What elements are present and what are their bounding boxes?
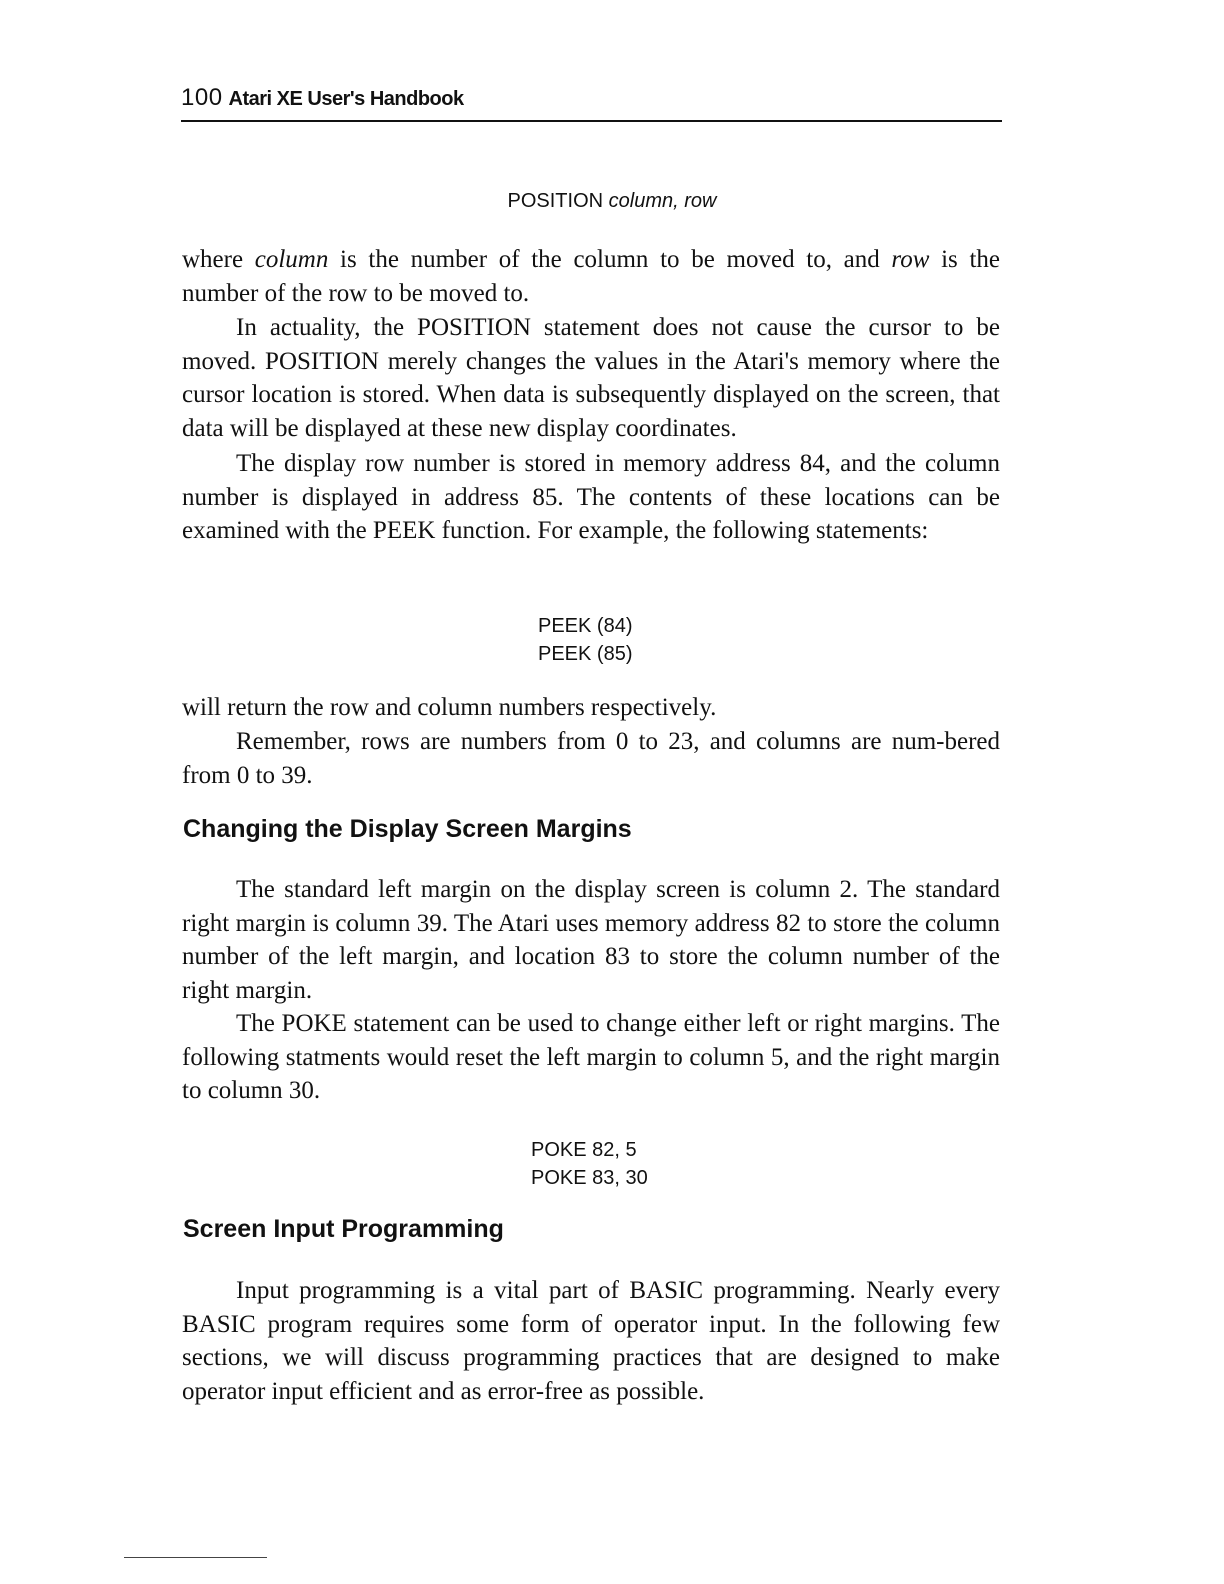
syntax-line xyxy=(0,190,1224,213)
code-line: POKE 83, 30 xyxy=(531,1167,648,1189)
book-title: Atari XE User's Handbook xyxy=(228,88,464,110)
text-run: is the number of the column to be moved to, and xyxy=(328,246,892,273)
syntax-keyword: POSITION xyxy=(507,190,604,212)
text-run: is the number of the row to be moved to. xyxy=(182,246,1000,307)
paragraph-rows-columns: Remember, rows are numbers from 0 to 23, and columns are num-bered from 0 to 39. xyxy=(182,728,1000,789)
footer-rule xyxy=(124,1557,267,1558)
paragraph-position-definition xyxy=(182,243,1000,310)
paragraph-input-programming: Input programming is a vital part of BASIC programming. Nearly every BASIC program requires some form of operator input. In the following few sections, we will discuss programming practices that are designed to make operator input efficient and as error-free as possible. xyxy=(182,1277,1000,1405)
section-heading-margins: Changing the Display Screen Margins xyxy=(183,815,632,843)
italic-term-column: column xyxy=(254,246,329,273)
page-number: 100 xyxy=(181,84,223,111)
paragraph-memory-addresses: The display row number is stored in memory address 84, and the column number is displayed in address 85. The contents of these locations can be examined with the PEEK function. For example, the following statements: xyxy=(182,450,1000,545)
paragraph-peek-result: will return the row and column numbers respectively. xyxy=(182,694,717,721)
code-line: PEEK (84) xyxy=(538,615,633,637)
section-heading-input: Screen Input Programming xyxy=(183,1215,504,1243)
code-block-peek xyxy=(538,612,632,668)
code-line: PEEK (85) xyxy=(538,643,633,665)
paragraph-position-explanation: In actuality, the POSITION statement does not cause the cursor to be moved. POSITION merely changes the values in the Atari's memory where the cursor location is stored. When data is subsequently displayed on the screen, that data will be displayed at these new display coordinates. xyxy=(182,314,1000,442)
syntax-args: column, row xyxy=(608,190,717,212)
text-run: where xyxy=(182,246,255,273)
code-block-poke xyxy=(531,1136,648,1192)
paragraph-poke-margins: The POKE statement can be used to change either left or right margins. The following statments would reset the left margin to column 5, and the right margin to column 30. xyxy=(182,1010,1000,1105)
running-header xyxy=(181,84,1002,122)
paragraph-standard-margins: The standard left margin on the display screen is column 2. The standard right margin is column 39. The Atari uses memory address 82 to store the column number of the left margin, and location 83 to store the column number of the right margin. xyxy=(182,876,1000,1004)
italic-term-row: row xyxy=(891,246,930,273)
code-line: POKE 82, 5 xyxy=(531,1139,637,1161)
